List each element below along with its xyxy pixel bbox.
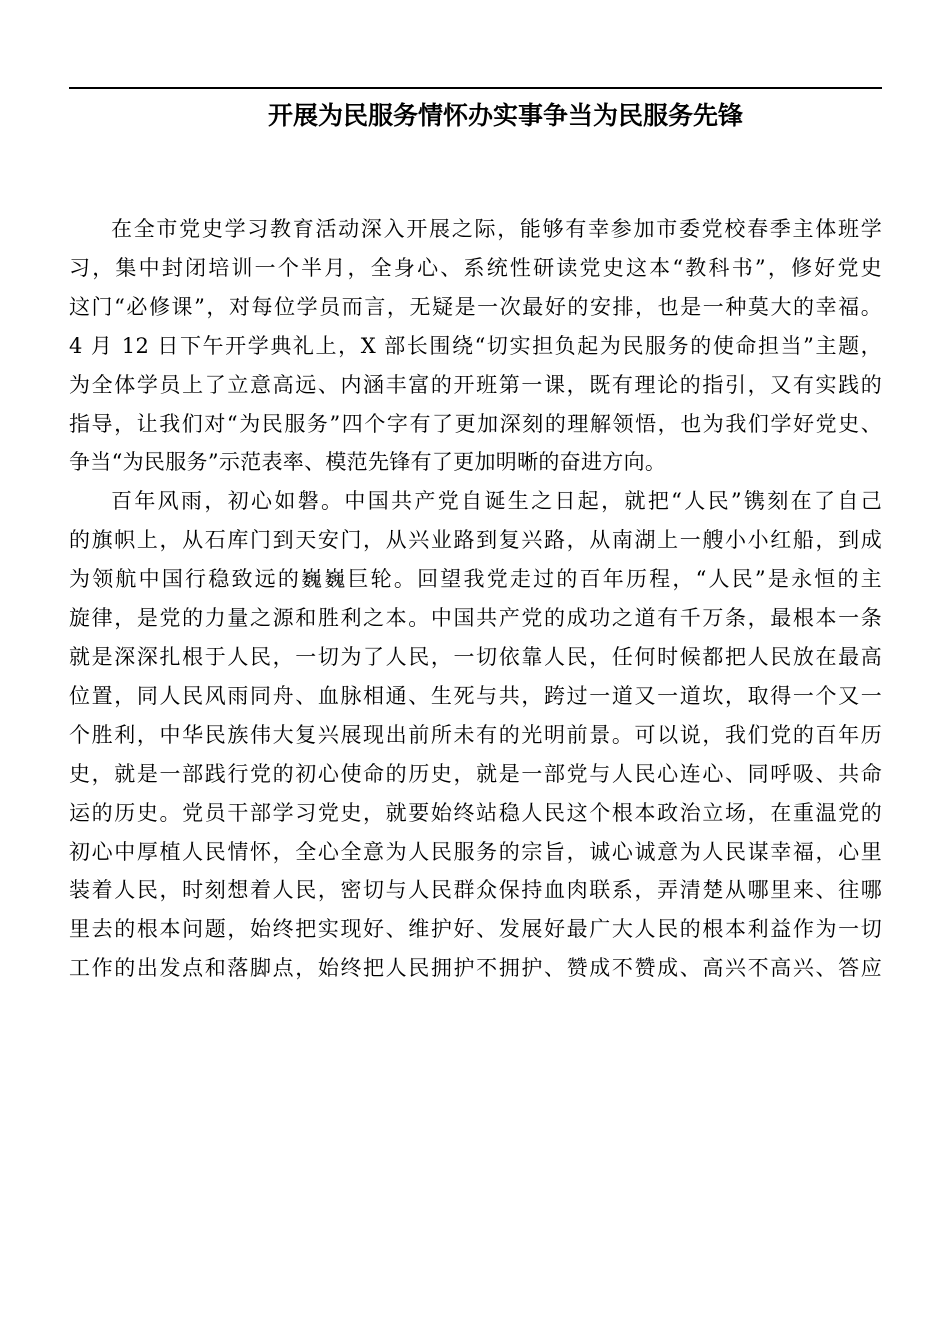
page-title: 开展为民服务情怀办实事争当为民服务先锋 [267, 101, 743, 130]
text-line: 指导，让我们对“为民服务”四个字有了更加深刻的理解领悟，也为我们学好党史、 [69, 411, 882, 436]
text-line: 史，就是一部践行党的初心使命的历史，就是一部党与人民心连心、同呼吸、共命 [69, 761, 882, 786]
text-line: 位置，同人民风雨同舟、血脉相通、生死与共，跨过一道又一道坎，取得一个又一 [69, 683, 882, 708]
text-line: 在全市党史学习教育活动深入开展之际，能够有幸参加市委党校春季主体班学 [111, 217, 882, 241]
header-rule [69, 87, 882, 89]
document-body [69, 210, 882, 988]
paragraph-2 [69, 482, 882, 988]
text-line: 4 月 12 日下午开学典礼上，X 部长围绕“切实担负起为民服务的使命担当”主题， [69, 333, 882, 358]
text-line: 争当“为民服务”示范表率、模范先锋有了更加明晰的奋进方向。 [69, 450, 667, 475]
text-line: 的旗帜上，从石库门到天安门，从兴业路到复兴路，从南湖上一艘小小红船，到成 [69, 528, 882, 553]
text-line: 习，集中封闭培训一个半月，全身心、系统性研读党史这本“教科书”，修好党史 [69, 255, 882, 280]
text-line: 这门“必修课”，对每位学员而言，无疑是一次最好的安排，也是一种莫大的幸福。 [69, 294, 882, 319]
text-line: 就是深深扎根于人民，一切为了人民，一切依靠人民，任何时候都把人民放在最高 [69, 644, 882, 669]
text-line: 个胜利，中华民族伟大复兴展现出前所未有的光明前景。可以说，我们党的百年历 [69, 722, 882, 747]
text-line: 装着人民，时刻想着人民，密切与人民群众保持血肉联系，弄清楚从哪里来、往哪 [69, 878, 882, 903]
text-line: 百年风雨，初心如磐。中国共产党自诞生之日起，就把“人民”镌刻在了自己 [111, 489, 882, 514]
text-line: 运的历史。党员干部学习党史，就要始终站稳人民这个根本政治立场，在重温党的 [69, 800, 882, 825]
text-line: 为全体学员上了立意高远、内涵丰富的开班第一课，既有理论的指引，又有实践的 [69, 372, 882, 397]
text-line: 里去的根本问题，始终把实现好、维护好、发展好最广大人民的根本利益作为一切 [69, 917, 882, 942]
text-line: 旋律，是党的力量之源和胜利之本。中国共产党的成功之道有千万条，最根本一条 [69, 606, 882, 631]
text-line: 为领航中国行稳致远的巍巍巨轮。回望我党走过的百年历程，“人民”是永恒的主 [69, 567, 882, 592]
paragraph-1 [69, 210, 882, 482]
text-line: 工作的出发点和落脚点，始终把人民拥护不拥护、赞成不赞成、高兴不高兴、答应 [69, 956, 882, 981]
text-line: 初心中厚植人民情怀，全心全意为人民服务的宗旨，诚心诚意为人民谋幸福，心里 [69, 839, 882, 864]
